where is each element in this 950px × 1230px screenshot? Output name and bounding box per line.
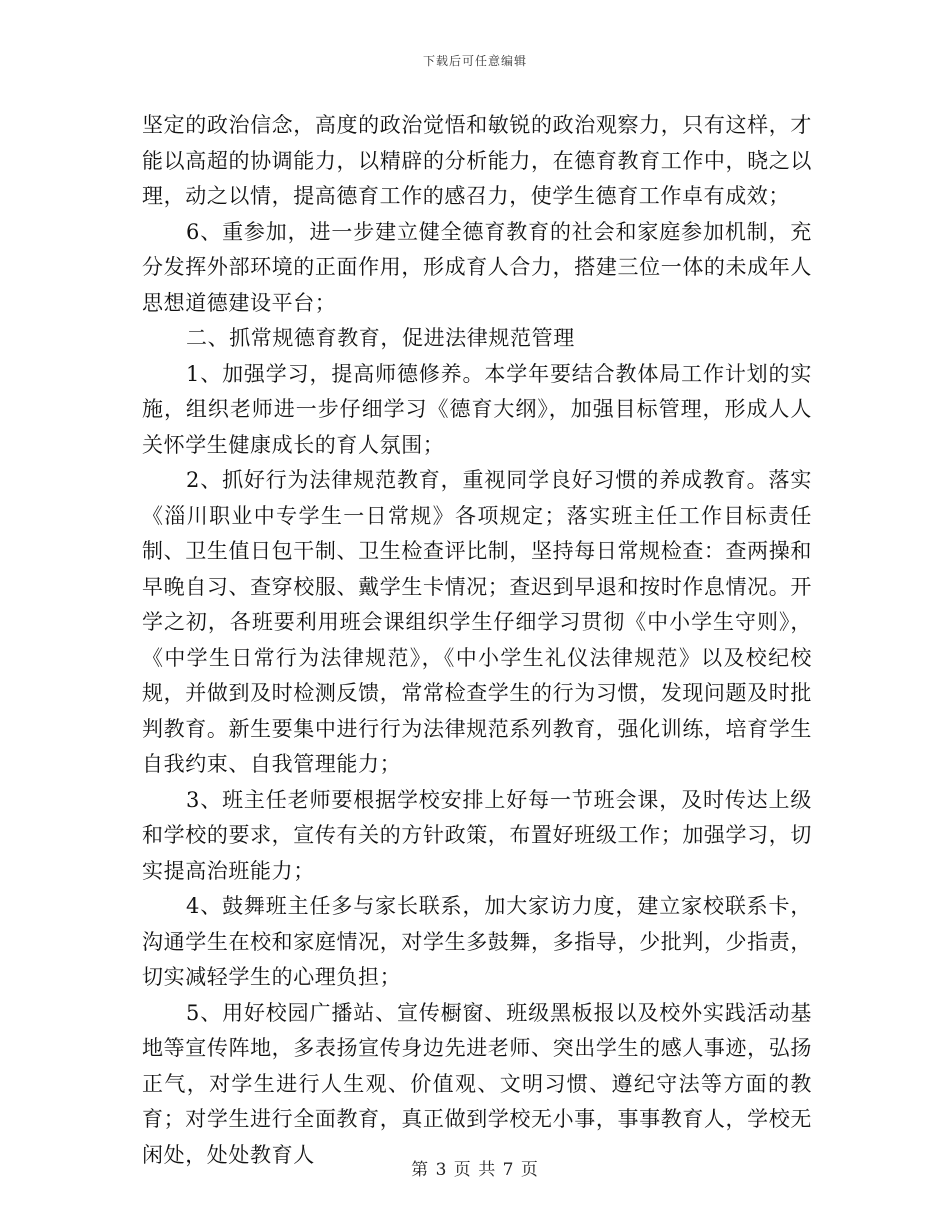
paragraph: 4、鼓舞班主任多与家长联系，加大家访力度，建立家校联系卡，沟通学生在校和家庭情况，对学生多鼓舞，多指导，少批判，少指责，切实减轻学生的心理负担；: [142, 894, 812, 989]
paragraph: 3、班主任老师要根据学校安排上好每一节班会课，及时传达上级和学校的要求，宣传有关的方针政策，布置好班级工作；加强学习，切实提高治班能力；: [142, 787, 812, 883]
document-body: [142, 108, 812, 1173]
paragraph: 坚定的政治信念，高度的政治觉悟和敏锐的政治观察力，只有这样，才能以高超的协调能力，以精辟的分析能力，在德育教育工作中，晓之以理，动之以情，提高德育工作的感召力，使学生德育工作卓有成效；: [142, 113, 812, 208]
page-header: 下载后可任意编辑: [422, 54, 527, 68]
section-heading: 二、抓常规德育教育，促进法律规范管理: [186, 326, 575, 350]
paragraph: 6、重参加，进一步建立健全德育教育的社会和家庭参加机制，充分发挥外部环境的正面作用，形成育人合力，搭建三位一体的未成年人思想道德建设平台；: [142, 219, 812, 315]
paragraph: 5、用好校园广播站、宣传橱窗、班级黑板报以及校外实践活动基地等宣传阵地，多表扬宣传身边先进老师、突出学生的感人事迹，弘扬正气，对学生进行人生观、价值观、文明习惯、遵纪守法等方面的教育；对学生进行全面教育，真正做到学校无小事，事事教育人，学校无闲处，处处教育人: [142, 1000, 812, 1167]
paragraph: 1、加强学习，提高师德修养。本学年要结合教体局工作计划的实施，组织老师进一步仔细学习《德育大纲》，加强目标管理，形成人人关怀学生健康成长的育人氛围；: [142, 361, 812, 457]
paragraph: 2、抓好行为法律规范教育，重视同学良好习惯的养成教育。落实《淄川职业中专学生一日常规》各项规定；落实班主任工作目标责任制、卫生值日包干制、卫生检查评比制，坚持每日常规检查：查两操和早晚自习、查穿校服、戴学生卡情况；查迟到早退和按时作息情况。开学之初，各班要利用班会课组织学生仔细学习贯彻《中小学生守则》，《中学生日常行为法律规范》，《中小学生礼仪法律规范》以及校纪校规，并做到及时检测反馈，常常检查学生的行为习惯，发现问题及时批判教育。新生要集中进行行为法律规范系列教育，强化训练，培育学生自我约束、自我管理能力；: [142, 468, 812, 776]
page-footer: 第 3 页 共 7 页: [411, 1160, 539, 1180]
